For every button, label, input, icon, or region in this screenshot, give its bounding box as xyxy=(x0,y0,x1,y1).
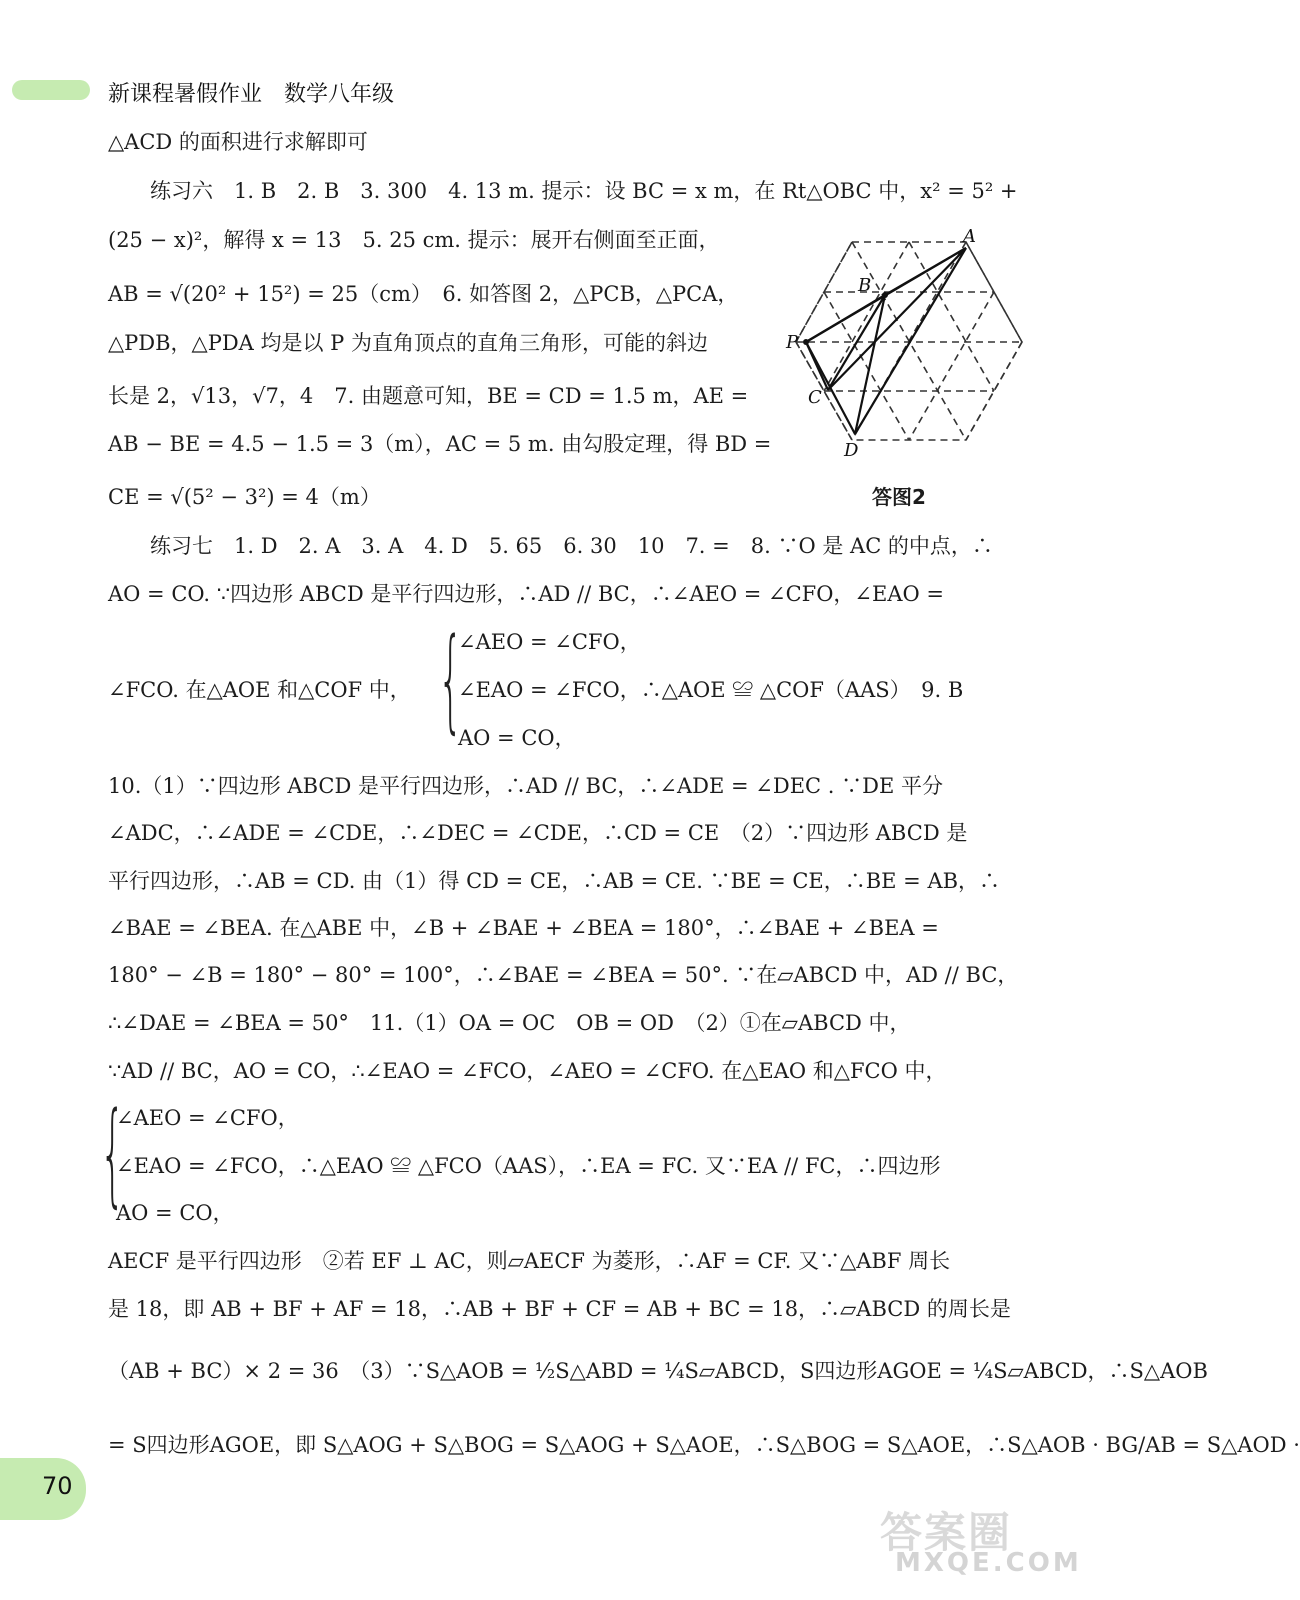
subject-label: 数学八年级 xyxy=(284,82,395,107)
watermark-url: MXQE.COM xyxy=(895,1548,1082,1578)
point-label-b: B xyxy=(858,275,872,296)
text-line: △PDB，△PDA 均是以 P 为直角顶点的直角三角形，可能的斜边 xyxy=(108,331,708,355)
system-brace: { xyxy=(438,615,463,745)
book-title: 新课程暑假作业 xyxy=(108,82,263,107)
text-line: CE = √(5² − 3²) = 4（m） xyxy=(108,485,381,509)
equation-line: ∠AEO = ∠CFO， xyxy=(116,1106,299,1130)
equation-line: AO = CO， xyxy=(458,726,576,750)
text-line: (25 − x)²，解得 x = 13 5. 25 cm. 提示：展开右侧面至正面， xyxy=(108,228,720,252)
text-line: AB − BE = 4.5 − 1.5 = 3（m），AC = 5 m. 由勾股定理，得 BD = xyxy=(108,432,772,456)
text-line: 练习六 1. B 2. B 3. 300 4. 13 m. 提示：设 BC = x m，在 Rt△OBC 中，x² = 5² + xyxy=(150,179,1018,203)
watermark-logo: 答案圈 xyxy=(880,1508,1013,1557)
header-title xyxy=(108,77,394,108)
answer-figure-2 xyxy=(786,222,1031,462)
point-label-p: P xyxy=(786,332,799,353)
header-accent-bar xyxy=(12,80,90,100)
page-number: 70 xyxy=(42,1472,73,1500)
text-line: ∠ADC，∴∠ADE = ∠CDE，∴∠DEC = ∠CDE，∴CD = CE （2）∵四边形 ABCD 是 xyxy=(108,821,968,845)
equation-line: AO = CO， xyxy=(116,1201,234,1225)
figure-caption: 答图2 xyxy=(872,485,926,509)
text-line: AECF 是平行四边形 ②若 EF ⊥ AC，则▱AECF 为菱形，∴AF = CF. 又∵△ABF 周长 xyxy=(108,1249,951,1273)
text-line: 是 18，即 AB + BF + AF = 18，∴AB + BF + CF = AB + BC = 18，∴▱ABCD 的周长是 xyxy=(108,1297,1011,1321)
text-line: ∵AD // BC，AO = CO，∴∠EAO = ∠FCO，∠AEO = ∠CFO. 在△EAO 和△FCO 中， xyxy=(108,1059,947,1083)
text-line: （AB + BC）× 2 = 36 （3）∵S△AOB = ½S△ABD = ¼S▱ABCD，S四边形AGOE = ¼S▱ABCD，∴S△AOB xyxy=(108,1359,1208,1383)
point-label-a: A xyxy=(963,226,976,247)
text-line: 10.（1）∵四边形 ABCD 是平行四边形，∴AD // BC，∴∠ADE = ∠DEC . ∵DE 平分 xyxy=(108,774,943,798)
text-line: ∠BAE = ∠BEA. 在△ABE 中，∠B + ∠BAE + ∠BEA = 180°，∴∠BAE + ∠BEA = xyxy=(108,916,939,940)
point-label-d: D xyxy=(844,440,859,461)
text-line: AO = CO. ∵四边形 ABCD 是平行四边形，∴AD // BC，∴∠AEO = ∠CFO，∠EAO = xyxy=(108,582,945,606)
system-brace: { xyxy=(100,1089,125,1219)
equation-line: ∠AEO = ∠CFO， xyxy=(458,630,641,654)
point-label-c: C xyxy=(808,387,822,408)
text-line: 练习七 1. D 2. A 3. A 4. D 5. 65 6. 30 10 7. = 8. ∵O 是 AC 的中点，∴ xyxy=(150,534,993,558)
text-line: = S四边形AGOE，即 S△AOG + S△BOG = S△AOG + S△AOE，∴S△BOG = S△AOE，∴S△AOB · BG/AB = S△AOD · xyxy=(108,1433,1300,1457)
text-line: ∴∠DAE = ∠BEA = 50° 11.（1）OA = OC OB = OD （2）①在▱ABCD 中， xyxy=(108,1011,911,1035)
text-line: 180° − ∠B = 180° − 80° = 100°，∴∠BAE = ∠BEA = 50°. ∵在▱ABCD 中，AD // BC， xyxy=(108,963,1019,987)
text-line: △ACD 的面积进行求解即可 xyxy=(108,130,368,154)
equation-line: ∠EAO = ∠FCO，∴△EAO ≌ △FCO（AAS），∴EA = FC. 又∵EA // FC，∴四边形 xyxy=(116,1154,941,1178)
text-line: 平行四边形，∴AB = CD. 由（1）得 CD = CE，∴AB = CE. ∵BE = CE，∴BE = AB，∴ xyxy=(108,869,1001,893)
text-line: 长是 2，√13，√7，4 7. 由题意可知，BE = CD = 1.5 m，AE = xyxy=(108,384,749,408)
text-line: ∠FCO. 在△AOE 和△COF 中， xyxy=(108,678,411,702)
equation-line: ∠EAO = ∠FCO，∴△AOE ≌ △COF（AAS） 9. B xyxy=(458,678,964,702)
text-line: AB = √(20² + 15²) = 25（cm） 6. 如答图 2，△PCB，△PCA， xyxy=(108,282,739,306)
